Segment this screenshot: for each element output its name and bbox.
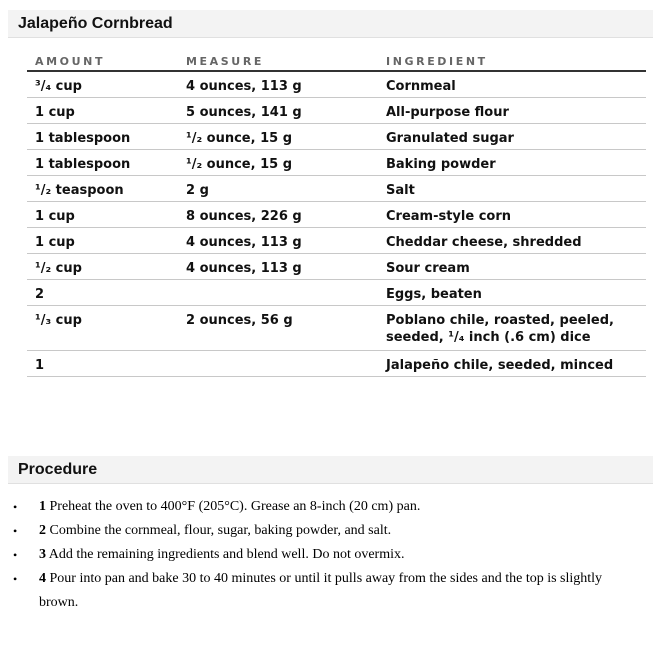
measure-cell: 4 ounces, 113 g xyxy=(186,261,302,276)
procedure-step xyxy=(0,519,664,543)
bullet-icon: • xyxy=(13,548,18,562)
measure-cell: ¹/₂ ounce, 15 g xyxy=(186,131,293,146)
ingredient-cell: Sour cream xyxy=(386,261,470,276)
amount-cell: 1 xyxy=(35,358,45,373)
table-body xyxy=(27,72,646,377)
recipe-header xyxy=(8,10,653,38)
table-row xyxy=(27,124,646,150)
amount-cell: 1 cup xyxy=(35,209,75,224)
table-row xyxy=(27,254,646,280)
amount-cell: 2 xyxy=(35,287,45,302)
procedure-title: Procedure xyxy=(18,461,98,478)
measure-cell: 2 g xyxy=(186,183,209,198)
amount-cell: 1 cup xyxy=(35,235,75,250)
ingredient-cell: Salt xyxy=(386,183,415,198)
amount-cell: 1 tablespoon xyxy=(35,131,131,146)
header-ingredient: INGREDIENT xyxy=(386,55,488,68)
bullet-icon: • xyxy=(13,572,18,586)
amount-cell: ¹/₂ cup xyxy=(35,261,82,276)
measure-cell: 8 ounces, 226 g xyxy=(186,209,302,224)
amount-cell: ¹/₂ teaspoon xyxy=(35,183,124,198)
ingredient-cell: Eggs, beaten xyxy=(386,287,482,302)
step-number: 1 xyxy=(39,499,46,514)
amount-cell: 1 tablespoon xyxy=(35,157,131,172)
ingredient-cell: Poblano chile, roasted, peeled, seeded, ¹/₄ inch (.6 cm) dice xyxy=(386,313,614,345)
procedure-step xyxy=(0,567,664,615)
step-number: 2 xyxy=(39,523,46,538)
procedure-step xyxy=(0,543,664,567)
step-text: Preheat the oven to 400°F (205°C). Grease an 8-inch (20 cm) pan. xyxy=(49,499,421,514)
ingredient-cell: Cornmeal xyxy=(386,79,456,94)
table-row xyxy=(27,306,646,351)
step-number: 4 xyxy=(39,571,46,586)
bullet-icon: • xyxy=(13,524,18,538)
header-measure: MEASURE xyxy=(186,55,265,68)
table-row xyxy=(27,351,646,377)
table-row xyxy=(27,202,646,228)
step-text: Pour into pan and bake 30 to 40 minutes or until it pulls away from the sides and the top is slightly brown. xyxy=(39,571,603,610)
table-row xyxy=(27,280,646,306)
procedure-list xyxy=(0,495,664,615)
recipe-title: Jalapeño Cornbread xyxy=(18,15,173,32)
ingredient-cell: Jalapeño chile, seeded, minced xyxy=(386,358,614,373)
table-row xyxy=(27,98,646,124)
measure-cell: 2 ounces, 56 g xyxy=(186,313,293,328)
ingredients-table xyxy=(27,52,646,377)
ingredient-cell: Baking powder xyxy=(386,157,496,172)
measure-cell: ¹/₂ ounce, 15 g xyxy=(186,157,293,172)
table-row xyxy=(27,150,646,176)
step-number: 3 xyxy=(39,547,46,562)
table-row xyxy=(27,176,646,202)
measure-cell: 4 ounces, 113 g xyxy=(186,79,302,94)
amount-cell: ¹/₃ cup xyxy=(35,313,82,328)
procedure-header xyxy=(8,456,653,484)
table-header xyxy=(27,52,646,72)
measure-cell: 5 ounces, 141 g xyxy=(186,105,302,120)
procedure-step xyxy=(0,495,664,519)
step-text: Combine the cornmeal, flour, sugar, baking powder, and salt. xyxy=(49,523,392,538)
ingredient-cell: All-purpose flour xyxy=(386,105,509,120)
amount-cell: ³/₄ cup xyxy=(35,79,82,94)
amount-cell: 1 cup xyxy=(35,105,75,120)
step-text: Add the remaining ingredients and blend well. Do not overmix. xyxy=(48,547,405,562)
table-row xyxy=(27,228,646,254)
measure-cell: 4 ounces, 113 g xyxy=(186,235,302,250)
table-row xyxy=(27,72,646,98)
bullet-icon: • xyxy=(13,500,18,514)
ingredient-cell: Cream-style corn xyxy=(386,209,512,224)
header-amount: AMOUNT xyxy=(35,55,106,68)
ingredient-cell: Cheddar cheese, shredded xyxy=(386,235,582,250)
ingredient-cell: Granulated sugar xyxy=(386,131,514,146)
